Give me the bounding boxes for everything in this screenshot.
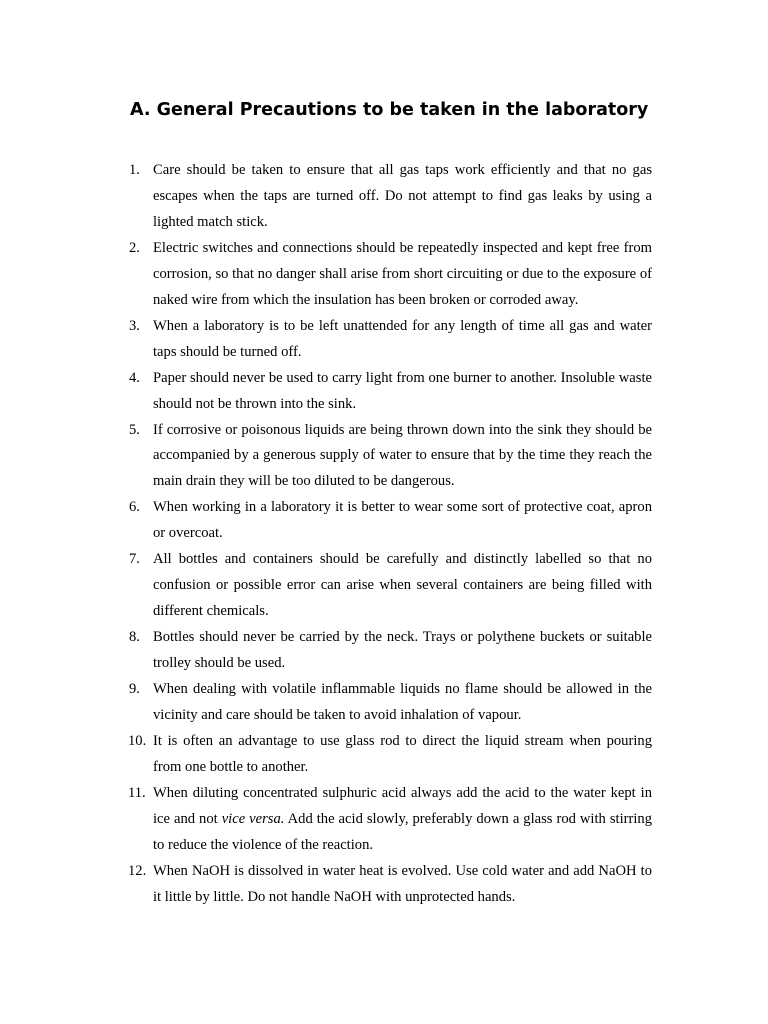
precautions-list — [129, 158, 652, 911]
item-text: When dealing with volatile inflammable liquids no flame should be allowed in the vicinity and care should be taken to avoid inhalation of vapour. — [153, 681, 652, 724]
item-text: When a laboratory is to be left unattended for any length of time all gas and water taps should be turned off. — [153, 317, 652, 360]
item-number: 6. — [129, 499, 140, 516]
item-number: 7. — [129, 551, 140, 568]
item-text: When working in a laboratory it is better to wear some sort of protective coat, apron or overcoat. — [153, 499, 652, 542]
page-title: A. General Precautions to be taken in the laboratory — [130, 100, 649, 120]
item-number: 11. — [128, 784, 146, 801]
list-item — [129, 781, 652, 859]
list-item — [129, 495, 652, 547]
item-number: 10. — [128, 732, 147, 749]
item-text — [153, 785, 652, 853]
list-item — [129, 236, 652, 314]
item-number: 5. — [129, 421, 140, 438]
item-text: If corrosive or poisonous liquids are being thrown down into the sink they should be accompanied by a generous supply of water to ensure that by the time they reach the main drain they will be too diluted to be dangerous. — [153, 421, 652, 490]
item-text-italic: vice versa. — [221, 810, 285, 827]
list-item — [129, 418, 652, 496]
item-number: 1. — [129, 162, 140, 178]
item-number: 2. — [129, 239, 140, 256]
list-item — [129, 677, 652, 729]
item-number: 3. — [129, 317, 140, 334]
list-item — [129, 366, 652, 418]
list-item — [129, 625, 652, 677]
list-item — [129, 314, 652, 366]
item-text: When NaOH is dissolved in water heat is evolved. Use cold water and add NaOH to it little by little. Do not handle NaOH with unprotected hands. — [153, 862, 652, 905]
list-item — [129, 547, 652, 625]
list-item — [129, 859, 652, 911]
item-text: Electric switches and connections should be repeatedly inspected and kept free from corrosion, so that no danger shall arise from short circuiting or due to the exposure of naked wire from which the insulation has been broken or corroded away. — [153, 239, 652, 308]
item-text-before: When diluting concentrated sulphuric acid always add the acid to the water kept in ice and not — [153, 784, 652, 827]
list-item — [129, 158, 652, 236]
item-text: Paper should never be used to carry light from one burner to another. Insoluble waste should not be thrown into the sink. — [153, 369, 652, 412]
item-text: Bottles should never be carried by the neck. Trays or polythene buckets or suitable trolley should be used. — [153, 629, 652, 672]
item-text: Care should be taken to ensure that all gas taps work efficiently and that no gas escapes when the taps are turned off. Do not attempt to find gas leaks by using a lighted match stick. — [153, 162, 652, 230]
item-number: 4. — [129, 369, 140, 386]
item-number: 8. — [129, 629, 140, 646]
item-text: All bottles and containers should be carefully and distinctly labelled so that no confusion or possible error can arise when several containers are being filled with different chemicals. — [153, 551, 652, 620]
item-text: It is often an advantage to use glass rod to direct the liquid stream when pouring from one bottle to another. — [153, 732, 652, 775]
item-text-after: Add the acid slowly, preferably down a glass rod with stirring to reduce the violence of the reaction. — [153, 810, 652, 853]
item-number: 9. — [129, 681, 140, 698]
list-item — [129, 729, 652, 781]
item-number: 12. — [128, 862, 147, 879]
